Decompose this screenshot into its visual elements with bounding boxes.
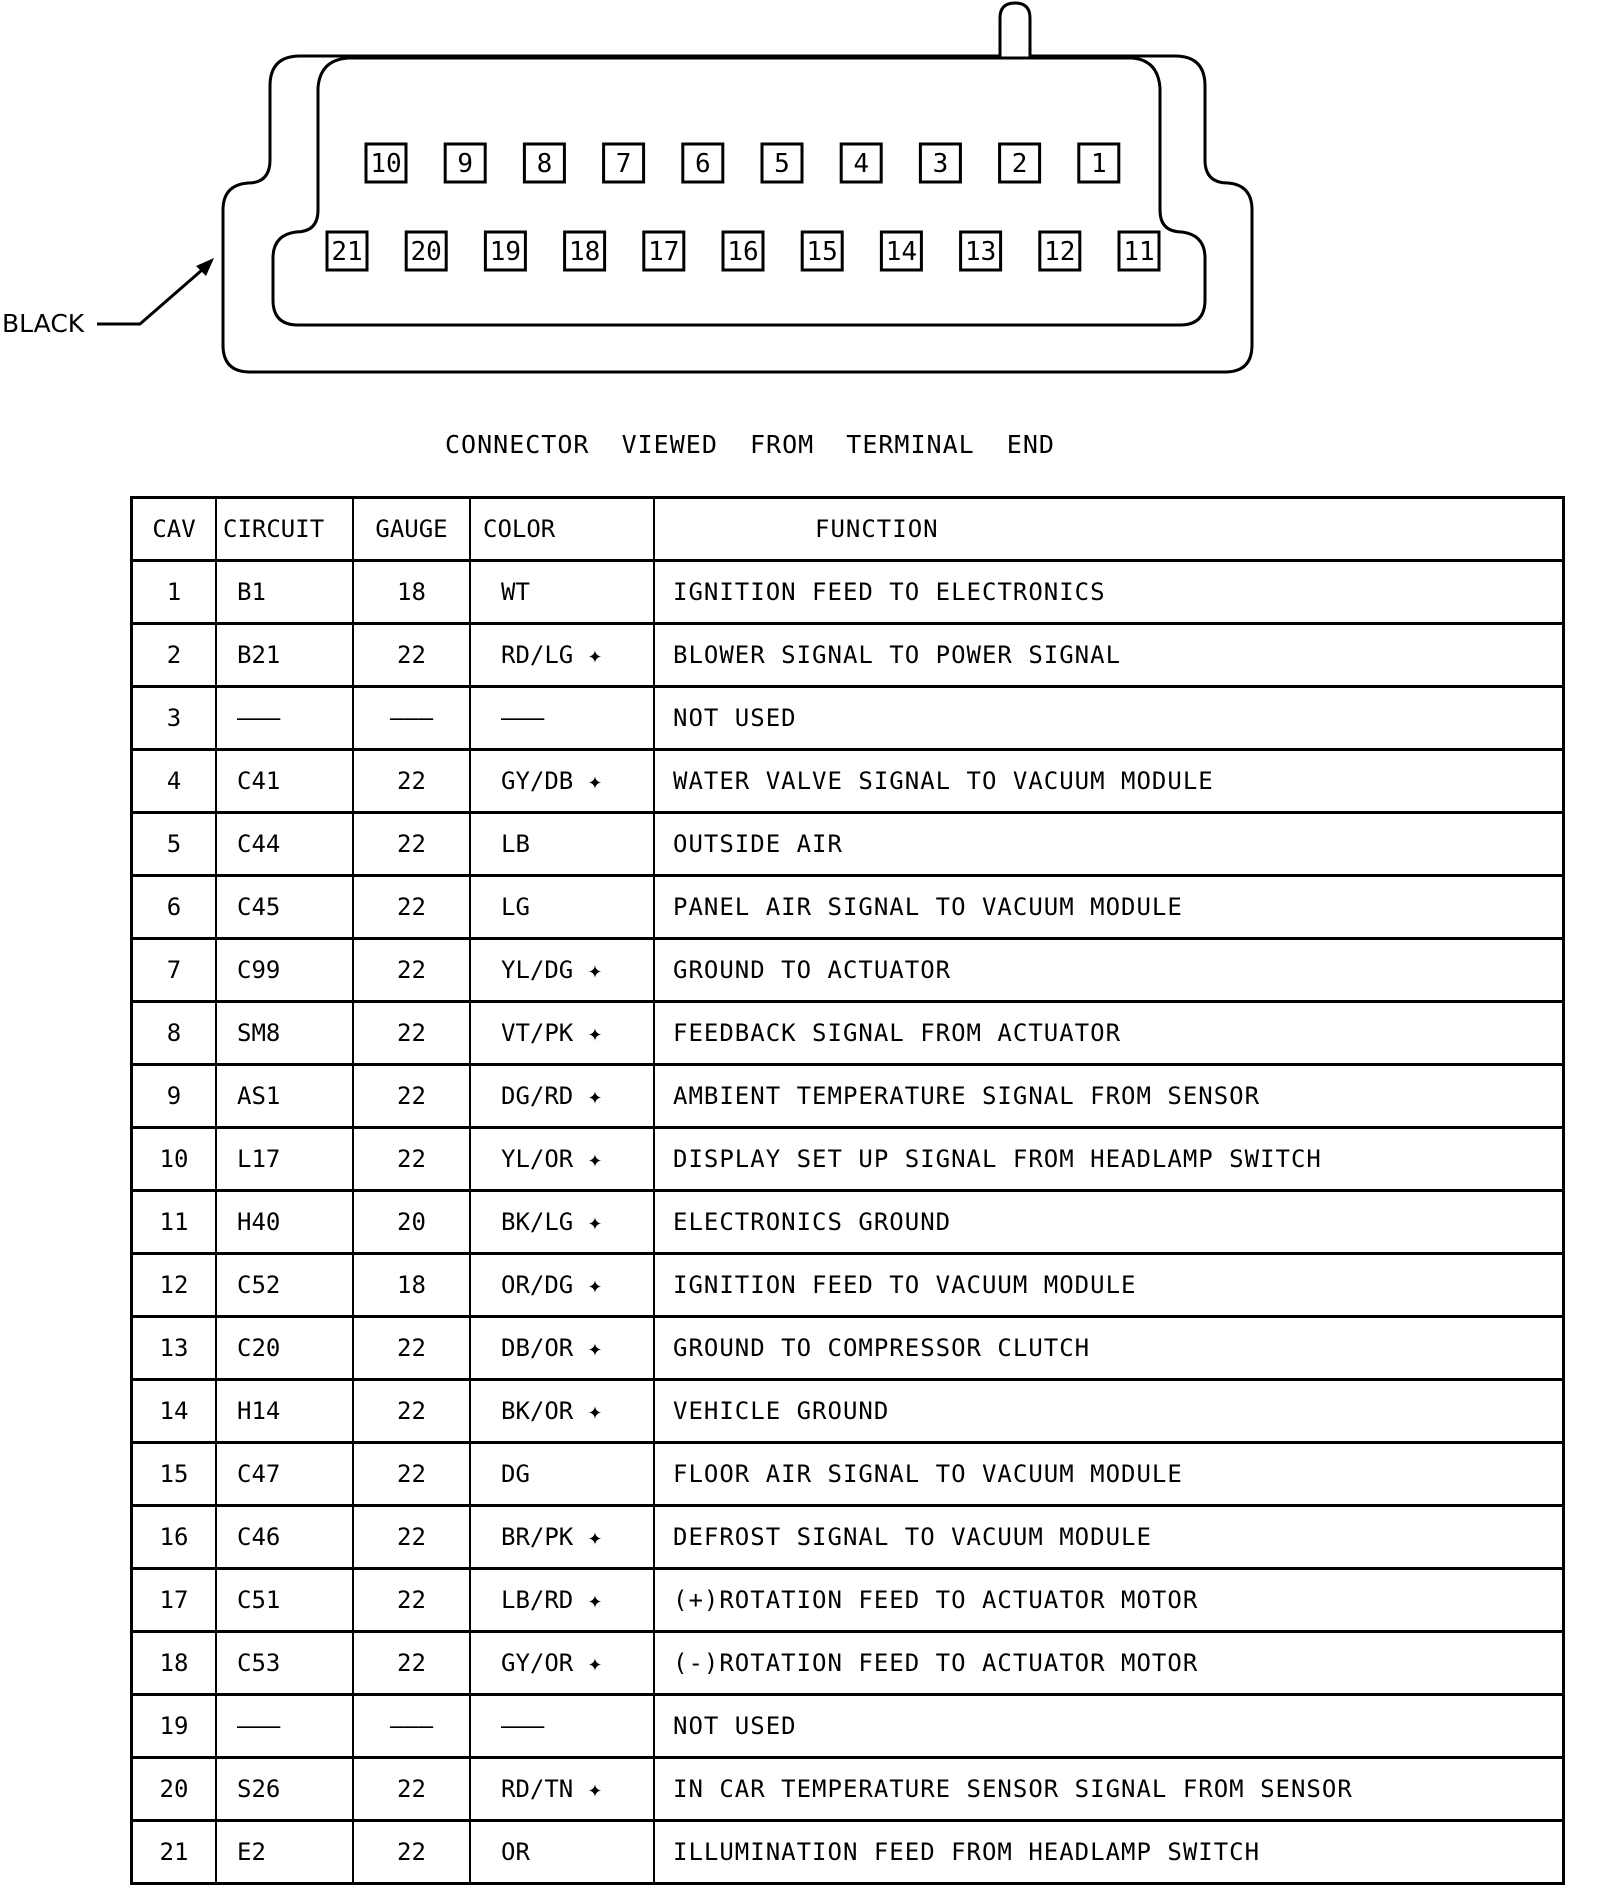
pin-number: 11 — [1123, 237, 1155, 267]
table-row — [132, 750, 1564, 813]
table-row — [132, 624, 1564, 687]
cell-function: ELECTRONICS GROUND — [654, 1191, 1564, 1254]
cell-color: OR — [470, 1821, 654, 1884]
pin-number: 6 — [694, 149, 711, 179]
connector-pin — [565, 232, 605, 270]
cell-gauge: ——— — [353, 1695, 470, 1758]
cell-color: LG — [470, 876, 654, 939]
cell-cav: 7 — [132, 939, 217, 1002]
table-row — [132, 1191, 1564, 1254]
cell-circuit: SM8 — [216, 1002, 353, 1065]
pin-number: 12 — [1044, 237, 1076, 267]
connector-pin — [762, 144, 802, 182]
connector-pin — [406, 232, 446, 270]
pin-number: 3 — [932, 149, 949, 179]
cell-cav: 11 — [132, 1191, 217, 1254]
cell-color: OR/DG ✦ — [470, 1254, 654, 1317]
cell-color: DB/OR ✦ — [470, 1317, 654, 1380]
cell-function: FEEDBACK SIGNAL FROM ACTUATOR — [654, 1002, 1564, 1065]
cell-color: YL/DG ✦ — [470, 939, 654, 1002]
cell-gauge: 22 — [353, 1632, 470, 1695]
header-function: FUNCTION — [654, 498, 1564, 561]
cell-cav: 3 — [132, 687, 217, 750]
cell-function: IGNITION FEED TO VACUUM MODULE — [654, 1254, 1564, 1317]
cell-cav: 8 — [132, 1002, 217, 1065]
pin-number: 14 — [885, 237, 918, 267]
cell-gauge: 22 — [353, 1380, 470, 1443]
cell-gauge: 22 — [353, 1569, 470, 1632]
cell-cav: 15 — [132, 1443, 217, 1506]
connector-pin — [445, 144, 485, 182]
pin-number: 17 — [648, 237, 680, 267]
cell-gauge: 22 — [353, 1065, 470, 1128]
table-row — [132, 1254, 1564, 1317]
cell-function: IN CAR TEMPERATURE SENSOR SIGNAL FROM SENSOR — [654, 1758, 1564, 1821]
cell-circuit: E2 — [216, 1821, 353, 1884]
cell-color: BK/OR ✦ — [470, 1380, 654, 1443]
pin-number: 18 — [568, 237, 601, 267]
cell-color: ——— — [470, 687, 654, 750]
pin-number: 10 — [370, 149, 402, 179]
cell-circuit: C51 — [216, 1569, 353, 1632]
cell-circuit: C46 — [216, 1506, 353, 1569]
cell-color: GY/DB ✦ — [470, 750, 654, 813]
pin-number: 15 — [806, 237, 838, 267]
cell-gauge: 22 — [353, 1128, 470, 1191]
connector-pin — [961, 232, 1001, 270]
table-row — [132, 687, 1564, 750]
cell-circuit: AS1 — [216, 1065, 353, 1128]
connector-pin — [327, 232, 367, 270]
cell-cav: 2 — [132, 624, 217, 687]
pin-number: 9 — [457, 149, 474, 179]
header-color: COLOR — [470, 498, 654, 561]
cell-gauge: 22 — [353, 1002, 470, 1065]
cell-cav: 5 — [132, 813, 217, 876]
cell-cav: 19 — [132, 1695, 217, 1758]
cell-gauge: 22 — [353, 1506, 470, 1569]
table-row — [132, 813, 1564, 876]
connector-pin — [524, 144, 564, 182]
connector-pin — [802, 232, 842, 270]
cell-cav: 12 — [132, 1254, 217, 1317]
cell-cav: 10 — [132, 1128, 217, 1191]
cell-function: AMBIENT TEMPERATURE SIGNAL FROM SENSOR — [654, 1065, 1564, 1128]
cell-circuit: H40 — [216, 1191, 353, 1254]
pin-number: 16 — [727, 237, 759, 267]
cell-cav: 6 — [132, 876, 217, 939]
cell-function: BLOWER SIGNAL TO POWER SIGNAL — [654, 624, 1564, 687]
cell-color: LB — [470, 813, 654, 876]
table-row — [132, 1443, 1564, 1506]
cell-function: OUTSIDE AIR — [654, 813, 1564, 876]
connector-pin — [604, 144, 644, 182]
cell-gauge: 22 — [353, 624, 470, 687]
diagram-caption: CONNECTOR VIEWED FROM TERMINAL END — [445, 430, 1055, 459]
table-row — [132, 1317, 1564, 1380]
cell-circuit: H14 — [216, 1380, 353, 1443]
cell-function: WATER VALVE SIGNAL TO VACUUM MODULE — [654, 750, 1564, 813]
table-row — [132, 1569, 1564, 1632]
table-row — [132, 1758, 1564, 1821]
cell-color: BR/PK ✦ — [470, 1506, 654, 1569]
cell-circuit: C47 — [216, 1443, 353, 1506]
pin-number: 1 — [1090, 149, 1107, 179]
cell-color: WT — [470, 561, 654, 624]
cell-cav: 17 — [132, 1569, 217, 1632]
pin-number: 2 — [1011, 149, 1028, 179]
connector-pin — [644, 232, 684, 270]
cell-cav: 14 — [132, 1380, 217, 1443]
cell-color: VT/PK ✦ — [470, 1002, 654, 1065]
table-row — [132, 1002, 1564, 1065]
cell-gauge: 22 — [353, 939, 470, 1002]
cell-color: DG — [470, 1443, 654, 1506]
cell-circuit: C20 — [216, 1317, 353, 1380]
cell-function: GROUND TO ACTUATOR — [654, 939, 1564, 1002]
cell-circuit: L17 — [216, 1128, 353, 1191]
table-row — [132, 1128, 1564, 1191]
pin-number: 21 — [331, 237, 363, 267]
cell-circuit: C44 — [216, 813, 353, 876]
cell-circuit: C41 — [216, 750, 353, 813]
connector-diagram — [0, 0, 1600, 420]
cell-circuit: C45 — [216, 876, 353, 939]
cell-circuit: C53 — [216, 1632, 353, 1695]
cell-circuit: ——— — [216, 687, 353, 750]
cell-circuit: B21 — [216, 624, 353, 687]
black-pointer-arrow — [97, 263, 210, 324]
connector-pin — [1040, 232, 1080, 270]
pin-number: 8 — [536, 149, 553, 179]
table-row — [132, 876, 1564, 939]
pin-number: 19 — [489, 237, 522, 267]
table-row — [132, 1695, 1564, 1758]
cell-function: NOT USED — [654, 687, 1564, 750]
table-row — [132, 939, 1564, 1002]
pin-number: 5 — [774, 149, 790, 179]
pin-number: 20 — [410, 237, 442, 267]
table-header-row — [132, 498, 1564, 561]
connector-pin — [1119, 232, 1159, 270]
cell-gauge: ——— — [353, 687, 470, 750]
cell-function: DISPLAY SET UP SIGNAL FROM HEADLAMP SWITCH — [654, 1128, 1564, 1191]
header-gauge: GAUGE — [353, 498, 470, 561]
header-cav: CAV — [132, 498, 217, 561]
cell-function: GROUND TO COMPRESSOR CLUTCH — [654, 1317, 1564, 1380]
cell-gauge: 18 — [353, 1254, 470, 1317]
connector-pin — [841, 144, 881, 182]
cell-function: ILLUMINATION FEED FROM HEADLAMP SWITCH — [654, 1821, 1564, 1884]
pin-number: 4 — [853, 149, 870, 179]
connector-pin — [920, 144, 960, 182]
connector-pin — [366, 144, 406, 182]
connector-pin — [683, 144, 723, 182]
cell-color: RD/LG ✦ — [470, 624, 654, 687]
cell-function: PANEL AIR SIGNAL TO VACUUM MODULE — [654, 876, 1564, 939]
cell-gauge: 22 — [353, 750, 470, 813]
cell-circuit: B1 — [216, 561, 353, 624]
cell-function: (-)ROTATION FEED TO ACTUATOR MOTOR — [654, 1632, 1564, 1695]
cell-color: GY/OR ✦ — [470, 1632, 654, 1695]
cell-cav: 21 — [132, 1821, 217, 1884]
header-circuit: CIRCUIT — [216, 498, 353, 561]
cell-cav: 9 — [132, 1065, 217, 1128]
cell-cav: 20 — [132, 1758, 217, 1821]
cell-circuit: C52 — [216, 1254, 353, 1317]
cell-circuit: S26 — [216, 1758, 353, 1821]
connector-pin — [881, 232, 921, 270]
table-row — [132, 1821, 1564, 1884]
cell-gauge: 22 — [353, 876, 470, 939]
cell-circuit: C99 — [216, 939, 353, 1002]
cell-color: LB/RD ✦ — [470, 1569, 654, 1632]
table-row — [132, 1632, 1564, 1695]
cell-cav: 16 — [132, 1506, 217, 1569]
cell-function: NOT USED — [654, 1695, 1564, 1758]
cell-gauge: 22 — [353, 1821, 470, 1884]
cell-color: YL/OR ✦ — [470, 1128, 654, 1191]
connector-pin — [1000, 144, 1040, 182]
cell-color: BK/LG ✦ — [470, 1191, 654, 1254]
cell-color: DG/RD ✦ — [470, 1065, 654, 1128]
cell-cav: 4 — [132, 750, 217, 813]
table-row — [132, 1380, 1564, 1443]
cell-gauge: 22 — [353, 1317, 470, 1380]
cell-function: VEHICLE GROUND — [654, 1380, 1564, 1443]
cell-cav: 18 — [132, 1632, 217, 1695]
cell-color: ——— — [470, 1695, 654, 1758]
connector-pin — [485, 232, 525, 270]
table-row — [132, 1506, 1564, 1569]
cell-gauge: 22 — [353, 1758, 470, 1821]
cell-function: DEFROST SIGNAL TO VACUUM MODULE — [654, 1506, 1564, 1569]
cell-cav: 1 — [132, 561, 217, 624]
cell-gauge: 18 — [353, 561, 470, 624]
connector-pin — [723, 232, 763, 270]
cell-gauge: 22 — [353, 813, 470, 876]
connector-pin — [1079, 144, 1119, 182]
cell-function: (+)ROTATION FEED TO ACTUATOR MOTOR — [654, 1569, 1564, 1632]
connector-color-label: BLACK — [2, 309, 85, 338]
table-row — [132, 1065, 1564, 1128]
cell-circuit: ——— — [216, 1695, 353, 1758]
cell-function: FLOOR AIR SIGNAL TO VACUUM MODULE — [654, 1443, 1564, 1506]
cell-gauge: 22 — [353, 1443, 470, 1506]
pin-number: 13 — [964, 237, 997, 267]
connector-inner-cavity — [273, 58, 1205, 325]
cell-function: IGNITION FEED TO ELECTRONICS — [654, 561, 1564, 624]
pin-number: 7 — [615, 149, 632, 179]
cell-gauge: 20 — [353, 1191, 470, 1254]
cell-cav: 13 — [132, 1317, 217, 1380]
table-row — [132, 561, 1564, 624]
cell-color: RD/TN ✦ — [470, 1758, 654, 1821]
pinout-table — [130, 496, 1565, 1885]
